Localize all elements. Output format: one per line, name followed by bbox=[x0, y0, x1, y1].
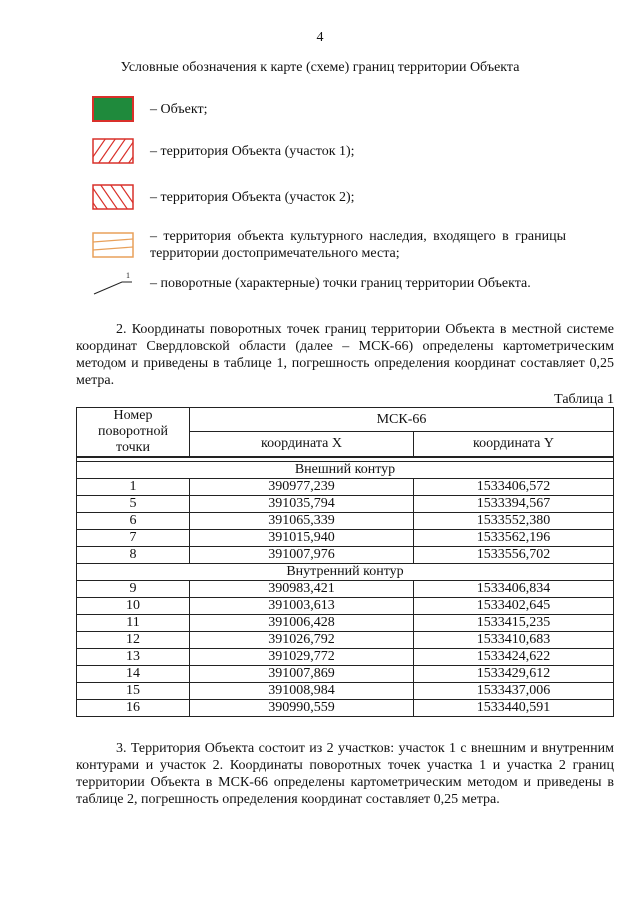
page-number: 4 bbox=[316, 30, 324, 45]
legend-text: – Объект; bbox=[150, 101, 208, 117]
point-number: 14 bbox=[77, 666, 190, 683]
paragraph-3 bbox=[76, 740, 614, 808]
coord-y: 1533424,622 bbox=[414, 649, 614, 666]
legend-text: – поворотные (характерные) точки границ территории Объекта. bbox=[150, 275, 531, 291]
point-number: 6 bbox=[77, 513, 190, 530]
point-number: 16 bbox=[77, 700, 190, 717]
coord-y: 1533562,196 bbox=[414, 530, 614, 547]
coord-x: 391007,869 bbox=[190, 666, 414, 683]
hatch-left-icon bbox=[92, 184, 134, 210]
legend-text: – территория объекта культурного наследия, входящего в границы территории достопримечательного места; bbox=[150, 229, 566, 261]
table-row bbox=[77, 581, 614, 598]
object-filled-icon bbox=[92, 96, 134, 122]
legend-text: – территория Объекта (участок 2); bbox=[150, 189, 355, 205]
turning-point-icon bbox=[92, 270, 134, 296]
hatch-right-icon bbox=[92, 138, 134, 164]
coord-x: 391006,428 bbox=[190, 615, 414, 632]
point-label: 1 bbox=[126, 271, 130, 280]
point-number: 11 bbox=[77, 615, 190, 632]
header-point-number: Номер поворотной точки bbox=[77, 408, 190, 458]
coord-y: 1533556,702 bbox=[414, 547, 614, 564]
paragraph-2-text: 2. Координаты поворотных точек границ территории Объекта в местной системе координат Свердловской области (далее – МСК-66) определены картометрическим методом и приведены в таблице 1, погрешность определения координат составляет 0,25 метра. bbox=[76, 322, 614, 388]
coord-y: 1533406,572 bbox=[414, 479, 614, 496]
coord-x: 391008,984 bbox=[190, 683, 414, 700]
section-outer-contour: Внешний контур bbox=[77, 462, 614, 479]
legend-item-turning-points bbox=[92, 270, 531, 296]
coord-y: 1533402,645 bbox=[414, 598, 614, 615]
legend-title: Условные обозначения к карте (схеме) границ территории Объекта bbox=[120, 60, 520, 75]
coord-x: 391015,940 bbox=[190, 530, 414, 547]
header-coord-y: координата Y bbox=[414, 432, 614, 457]
table-row bbox=[77, 598, 614, 615]
point-number: 8 bbox=[77, 547, 190, 564]
coord-x: 390977,239 bbox=[190, 479, 414, 496]
coord-y: 1533406,834 bbox=[414, 581, 614, 598]
legend-text: – территория Объекта (участок 1); bbox=[150, 143, 355, 159]
table-row bbox=[77, 666, 614, 683]
coord-y: 1533440,591 bbox=[414, 700, 614, 717]
table-row bbox=[77, 632, 614, 649]
point-number: 9 bbox=[77, 581, 190, 598]
legend-item-heritage bbox=[92, 228, 566, 262]
table-row bbox=[77, 530, 614, 547]
point-number: 10 bbox=[77, 598, 190, 615]
coord-y: 1533437,006 bbox=[414, 683, 614, 700]
table-row bbox=[77, 479, 614, 496]
coord-x: 391007,976 bbox=[190, 547, 414, 564]
table-row bbox=[77, 700, 614, 717]
coord-x: 391065,339 bbox=[190, 513, 414, 530]
table-caption: Таблица 1 bbox=[554, 392, 614, 407]
coord-y: 1533410,683 bbox=[414, 632, 614, 649]
header-coord-x: координата X bbox=[190, 432, 414, 457]
table-row bbox=[77, 683, 614, 700]
point-number: 7 bbox=[77, 530, 190, 547]
table-row bbox=[77, 496, 614, 513]
point-number: 13 bbox=[77, 649, 190, 666]
section-inner-contour: Внутренний контур bbox=[77, 564, 614, 581]
point-number: 5 bbox=[77, 496, 190, 513]
point-number: 12 bbox=[77, 632, 190, 649]
heritage-lines-icon bbox=[92, 232, 134, 258]
table-row bbox=[77, 615, 614, 632]
paragraph-3-text: 3. Территория Объекта состоит из 2 участков: участок 1 с внешним и внутренним контурами и участок 2. Координаты поворотных точек участка 1 и участка 2 границ территории Объекта в МСК-66 определены картометрическим методом и приведены в таблице 2, погрешность определения координат составляет 0,25 метра. bbox=[76, 741, 614, 807]
table-row bbox=[77, 649, 614, 666]
coord-x: 390990,559 bbox=[190, 700, 414, 717]
coord-x: 391035,794 bbox=[190, 496, 414, 513]
point-number: 1 bbox=[77, 479, 190, 496]
legend-item-plot-2 bbox=[92, 184, 355, 210]
point-number: 15 bbox=[77, 683, 190, 700]
coord-y: 1533415,235 bbox=[414, 615, 614, 632]
table-row bbox=[77, 547, 614, 564]
coord-x: 390983,421 bbox=[190, 581, 414, 598]
coord-y: 1533552,380 bbox=[414, 513, 614, 530]
coord-x: 391029,772 bbox=[190, 649, 414, 666]
coord-x: 391003,613 bbox=[190, 598, 414, 615]
coordinates-table bbox=[76, 407, 614, 717]
paragraph-2 bbox=[76, 321, 614, 389]
table-row bbox=[77, 513, 614, 530]
coord-x: 391026,792 bbox=[190, 632, 414, 649]
header-msk66: МСК-66 bbox=[190, 408, 614, 432]
legend-item-object bbox=[92, 96, 207, 122]
coord-y: 1533394,567 bbox=[414, 496, 614, 513]
coord-y: 1533429,612 bbox=[414, 666, 614, 683]
legend-item-plot-1 bbox=[92, 138, 355, 164]
